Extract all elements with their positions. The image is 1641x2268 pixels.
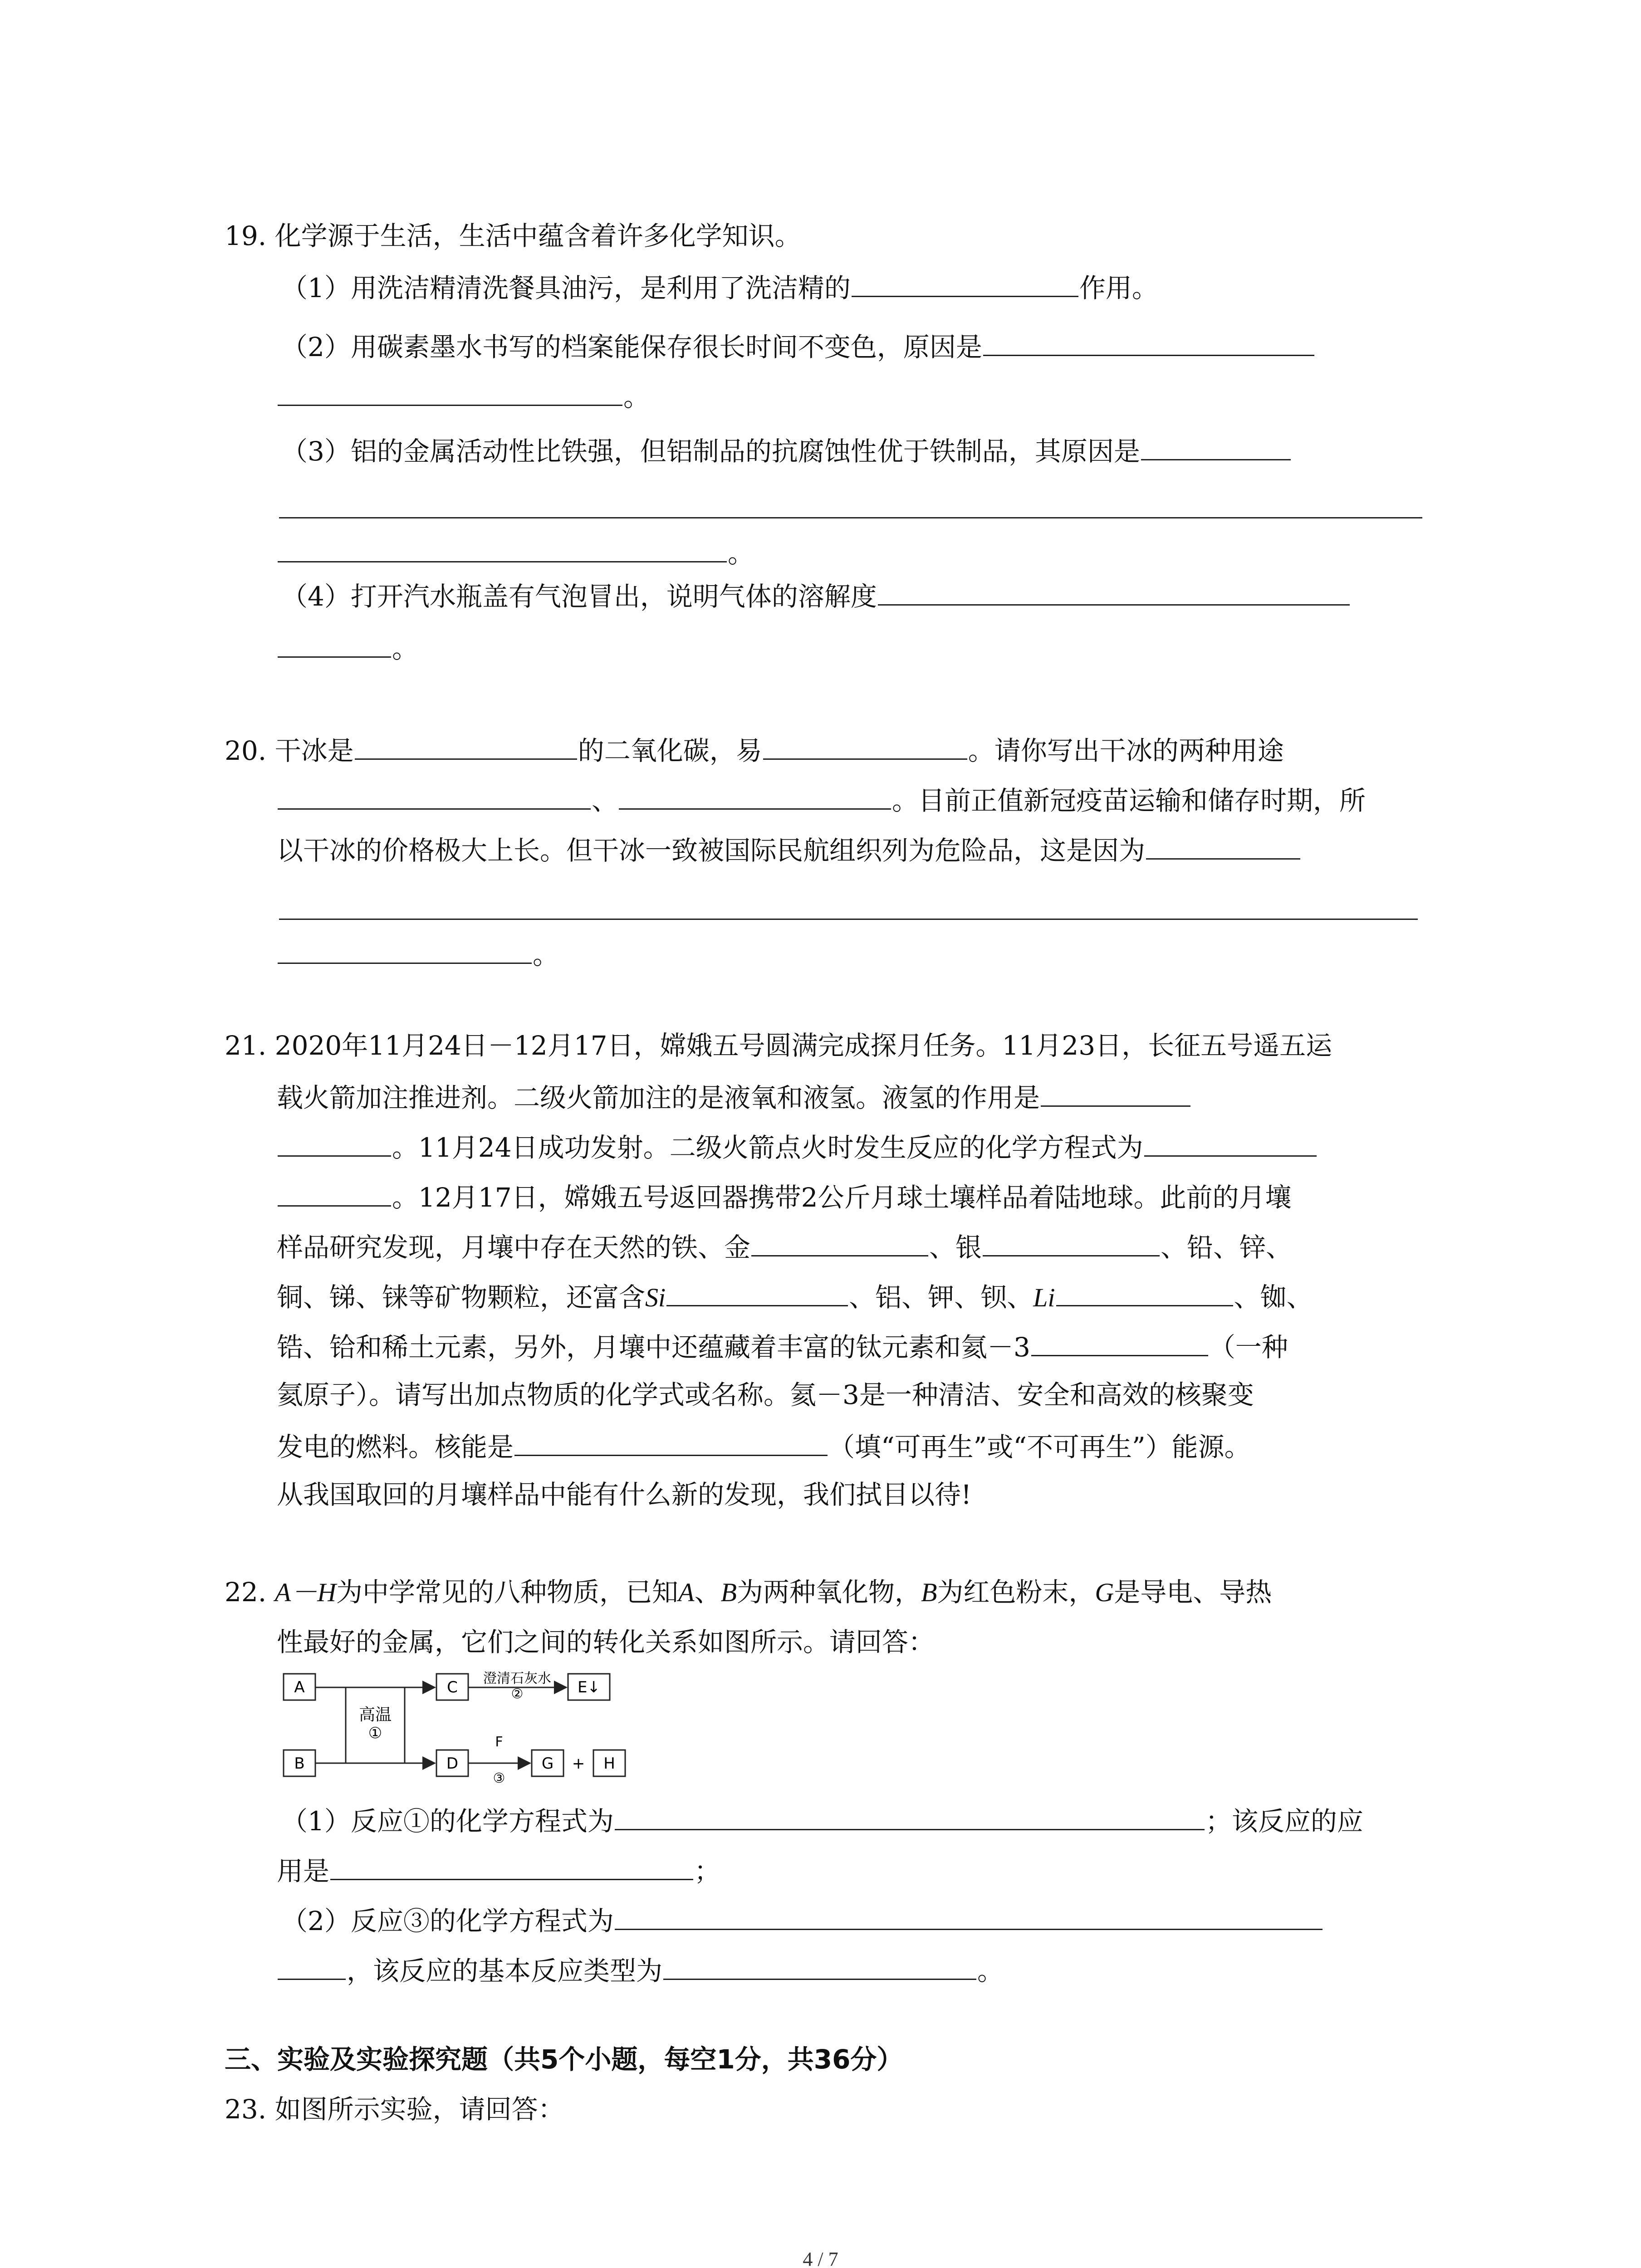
q21-line3: 。11月24日成功发射。二级火箭点火时发生反应的化学方程式为 bbox=[277, 1127, 1318, 1166]
answer-blank[interactable] bbox=[1144, 1127, 1317, 1157]
answer-blank[interactable] bbox=[1031, 1327, 1208, 1356]
q20-line3: 以干冰的价格极大上长。但干冰一致被国际民航组织列为危险品，这是因为 bbox=[277, 830, 1301, 869]
q19-part2: （2）用碳素墨水书写的档案能保存很长时间不变色，原因是 bbox=[281, 327, 1315, 365]
q19-part3: （3）铝的金属活动性比铁强，但铝制品的抗腐蚀性优于铁制品，其原因是 bbox=[281, 431, 1292, 469]
q22-line2: 性最好的金属，它们之间的转化关系如图所示。请回答： bbox=[277, 1627, 935, 1657]
box-e-label: E↓ bbox=[578, 1678, 600, 1696]
answer-blank[interactable] bbox=[278, 533, 727, 562]
answer-blank[interactable] bbox=[278, 934, 532, 964]
answer-blank[interactable] bbox=[278, 1127, 391, 1157]
reaction-flow-diagram bbox=[277, 1669, 730, 1792]
answer-blank[interactable] bbox=[330, 1851, 693, 1880]
answer-blank[interactable] bbox=[278, 1177, 391, 1207]
q22-sub1-cont: 用是 ； bbox=[277, 1851, 720, 1889]
plus-sign: + bbox=[572, 1755, 585, 1773]
answer-blank[interactable] bbox=[278, 780, 591, 810]
answer-blank[interactable] bbox=[278, 376, 622, 406]
q20-line1: 20. 干冰是 的二氧化碳，易 。请你写出干冰的两种用途 bbox=[225, 730, 1284, 769]
box-a-label: A bbox=[294, 1678, 305, 1696]
answer-blank[interactable] bbox=[751, 1227, 928, 1256]
answer-line[interactable] bbox=[279, 517, 1422, 518]
answer-blank[interactable] bbox=[355, 730, 577, 760]
q22-sub1: （1）反应①的化学方程式为 ；该反应的应 bbox=[281, 1801, 1363, 1839]
answer-blank[interactable] bbox=[619, 780, 891, 810]
box-g-label: G bbox=[541, 1755, 554, 1773]
answer-blank[interactable] bbox=[615, 1801, 1205, 1830]
reaction-2-label: ② bbox=[511, 1686, 524, 1702]
q21-line1: 21. 2020年11月24日－12月17日，嫦娥五号圆满完成探月任务。11月23日，长征五号遥五运 bbox=[225, 1030, 1332, 1061]
q19-part4-cont: 。 bbox=[277, 628, 418, 667]
q20-line2: 、 。目前正值新冠疫苗运输和储存时期，所 bbox=[277, 780, 1366, 819]
box-d-label: D bbox=[446, 1755, 459, 1773]
reaction-3-label: ③ bbox=[493, 1770, 505, 1786]
q21-line7: 锆、铪和稀土元素，另外，月壤中还蕴藏着丰富的钛元素和氦－3 （一种 bbox=[277, 1327, 1288, 1365]
answer-blank[interactable] bbox=[1141, 431, 1291, 460]
answer-blank[interactable] bbox=[763, 730, 967, 760]
box-h-label: H bbox=[603, 1755, 615, 1773]
condition-high-temp: 高温 bbox=[358, 1706, 392, 1724]
q19-part1: （1）用洗洁精清洗餐具油污，是利用了洗洁精的 作用。 bbox=[281, 268, 1158, 306]
answer-blank[interactable] bbox=[615, 1901, 1323, 1930]
reagent-f: F bbox=[495, 1734, 503, 1750]
q21-line9: 发电的燃料。核能是 （填“可再生”或“不可再生”）能源。 bbox=[277, 1427, 1251, 1465]
q23-stem: 23. 如图所示实验，请回答： bbox=[225, 2094, 564, 2125]
q21-line6: 铜、锑、铼等矿物颗粒，还富含Si 、铝、钾、钡、Li 、铷、 bbox=[277, 1277, 1313, 1316]
q21-line8: 氦原子）。请写出加点物质的化学式或名称。氦－3是一种清洁、安全和高效的核聚变 bbox=[277, 1379, 1254, 1410]
section-heading: 三、实验及实验探究题（共5个小题，每空1分，共36分） bbox=[225, 2044, 903, 2075]
answer-blank[interactable] bbox=[878, 576, 1350, 606]
reagent-limewater: 澄清石灰水 bbox=[483, 1671, 551, 1686]
q21-line2: 载火箭加注推进剂。二级火箭加注的是液氧和液氢。液氢的作用是 bbox=[277, 1077, 1191, 1116]
box-c-label: C bbox=[447, 1678, 458, 1696]
box-b-label: B bbox=[294, 1755, 305, 1773]
answer-line[interactable] bbox=[279, 919, 1418, 920]
answer-blank[interactable] bbox=[983, 1227, 1160, 1256]
page-number: 4 / 7 bbox=[803, 2248, 838, 2268]
q22-sub2-cont: ，该反应的基本反应类型为 。 bbox=[277, 1950, 1004, 1989]
q21-line10: 从我国取回的月壤样品中能有什么新的发现，我们拭目以待! bbox=[277, 1479, 972, 1510]
q21-line4: 。12月17日，嫦娥五号返回器携带2公斤月球土壤样品着陆地球。此前的月壤 bbox=[277, 1177, 1292, 1216]
q19-part3-cont: 。 bbox=[277, 533, 754, 572]
q19-part4: （4）打开汽水瓶盖有气泡冒出，说明气体的溶解度 bbox=[281, 576, 1351, 615]
answer-blank[interactable] bbox=[514, 1427, 828, 1456]
q20-line4: 。 bbox=[277, 934, 559, 973]
reaction-1-label: ① bbox=[368, 1724, 382, 1742]
answer-blank[interactable] bbox=[852, 268, 1078, 297]
answer-blank[interactable] bbox=[1056, 1277, 1233, 1306]
q19-stem: 19. 化学源于生活，生活中蕴含着许多化学知识。 bbox=[225, 220, 801, 251]
q22-sub2: （2）反应③的化学方程式为 bbox=[281, 1901, 1323, 1939]
answer-blank[interactable] bbox=[666, 1277, 848, 1306]
answer-blank[interactable] bbox=[983, 327, 1314, 356]
q19-part2-cont: 。 bbox=[277, 376, 650, 415]
answer-blank[interactable] bbox=[663, 1950, 976, 1980]
q22-line1: 22. A－H为中学常见的八种物质，已知A、B为两种氧化物，B为红色粉末，G是导电、导热 bbox=[225, 1577, 1272, 1608]
answer-blank[interactable] bbox=[278, 628, 391, 658]
q21-line5: 样品研究发现，月壤中存在天然的铁、金 、银 、铅、锌、 bbox=[277, 1227, 1292, 1266]
answer-blank[interactable] bbox=[278, 1950, 346, 1980]
answer-blank[interactable] bbox=[1041, 1077, 1190, 1107]
answer-blank[interactable] bbox=[1146, 830, 1300, 860]
